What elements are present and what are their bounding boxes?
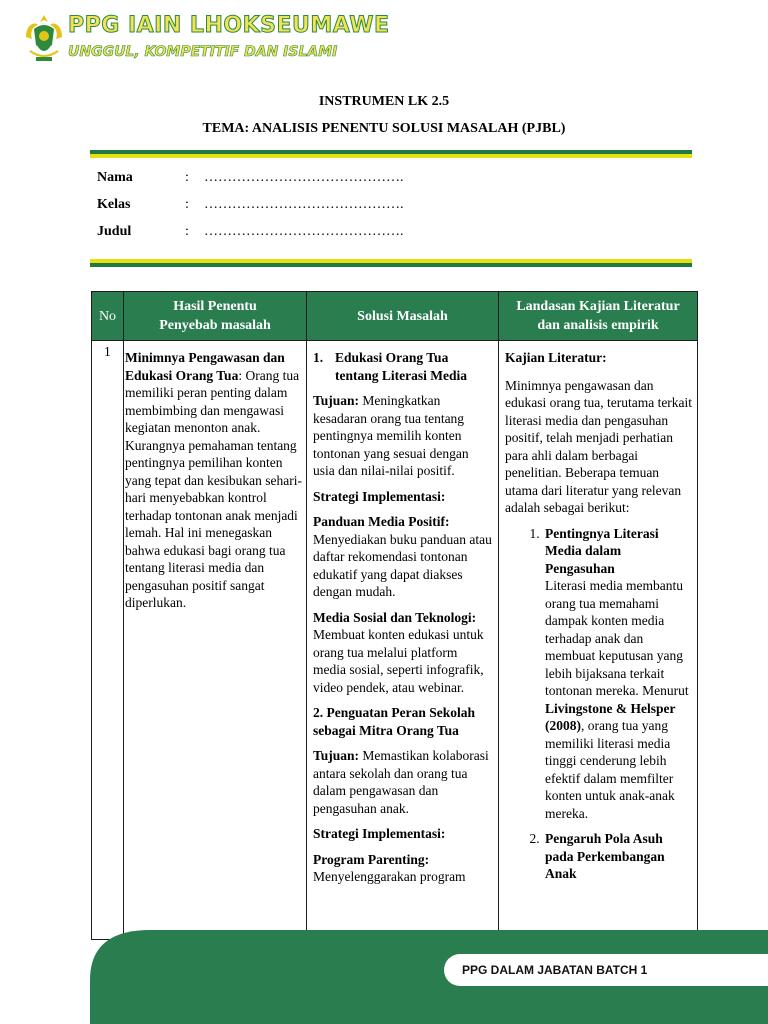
field-colon: : bbox=[185, 197, 189, 212]
field-label: Nama bbox=[97, 170, 133, 185]
solution-1-item2-text: Membuat konten edukasi untuk orang tua melalui platform media sosial, seperti infografik, video pendek, atau webinar. bbox=[313, 627, 484, 695]
field-colon: : bbox=[185, 170, 189, 185]
basis-intro: Minimnya pengawasan dan edukasi orang tua, terutama terkait literasi media dan pengasuhan positif, telah menjadi perhatian para ahli dalam berbagai penelitian. Beberapa temuan utama dari literatur yang relevan adalah sebagai berikut: bbox=[505, 377, 693, 515]
field-blank: ……………………………………. bbox=[204, 197, 404, 212]
cause-text: : Orang tua memiliki peran penting dalam membimbing dan mengawasi kegiatan menonton anak. Kurangnya pemahaman tentang pentingnya pemilihan konten yang tepat dan kesibukan sehari-hari menyebabkan kontrol terhadap tontonan anak menjadi lemah. Hal ini menegaskan bahwa edukasi bagi orang tua tentang literasi media dan pengasuhan positif sangat diperlukan. bbox=[125, 367, 302, 610]
solution-1-item1-title: Panduan Media Positif: bbox=[313, 514, 450, 529]
solution-cell bbox=[307, 341, 499, 940]
solution-1-title: Edukasi Orang Tua tentang Literasi Media bbox=[335, 350, 467, 383]
header-cause-line1: Hasil Penentu bbox=[173, 299, 257, 314]
page-header bbox=[20, 10, 390, 76]
header-basis-line1: Landasan Kajian Literatur bbox=[516, 299, 680, 314]
document-title: INSTRUMEN LK 2.5 bbox=[318, 94, 450, 109]
solution-1-strategy: Strategi Implementasi: bbox=[313, 488, 446, 504]
basis-cell bbox=[499, 341, 698, 940]
basis-item1-ref: Livingstone & Helsper (2008) bbox=[545, 700, 676, 733]
iain-logo-icon bbox=[22, 11, 66, 67]
solution-1-goal-label: Tujuan: bbox=[313, 393, 360, 408]
field-label: Kelas bbox=[97, 197, 131, 212]
solution-1-item1-text: Menyediakan buku panduan atau daftar rekomendasi tontonan edukatif yang dapat diakses dengan mudah. bbox=[313, 531, 492, 599]
header-solution: Solusi Masalah bbox=[307, 292, 499, 341]
divider-top bbox=[90, 150, 692, 158]
brand-name: PPG IAIN LHOKSEUMAWE bbox=[68, 13, 390, 38]
basis-item1-text-b: , orang tua yang memiliki literasi media tinggi cenderung lebih efektif dalam memfilter konten untuk anak-anak mereka. bbox=[545, 718, 675, 821]
solution-2-goal-label: Tujuan: bbox=[313, 748, 360, 763]
field-blank: ……………………………………. bbox=[204, 224, 404, 239]
basis-item1-title: Pentingnya Literasi Media dalam Pengasuhan bbox=[545, 525, 659, 576]
basis-heading: Kajian Literatur: bbox=[505, 350, 607, 365]
solution-2-item1-text: Menyelenggarakan program bbox=[313, 869, 466, 884]
header-basis bbox=[499, 292, 698, 341]
header-basis-line2: dan analisis empirik bbox=[537, 318, 659, 333]
field-label: Judul bbox=[97, 224, 132, 239]
header-cause bbox=[124, 292, 307, 341]
footer-label: PPG DALAM JABATAN BATCH 1 bbox=[462, 963, 648, 977]
list-item bbox=[543, 525, 693, 823]
table-row bbox=[92, 341, 698, 940]
row-number: 1 bbox=[92, 341, 124, 940]
cause-cell bbox=[124, 341, 307, 940]
solution-2-strategy: Strategi Implementasi: bbox=[313, 826, 446, 841]
solution-2-goal-text: Memastikan kolaborasi antara sekolah dan orang tua dalam pengawasan dan pengasuhan anak. bbox=[313, 748, 489, 816]
basis-item2-title: Pengaruh Pola Asuh pada Perkembangan Anak bbox=[545, 831, 665, 881]
cause-title: Minimnya Pengawasan dan Edukasi Orang Tua bbox=[125, 350, 285, 383]
header-no: No bbox=[92, 292, 124, 341]
list-item bbox=[543, 830, 693, 883]
field-blank: ……………………………………. bbox=[204, 170, 404, 185]
solution-1-item2-title: Media Sosial dan Teknologi: bbox=[313, 609, 477, 625]
solution-1-number: 1. bbox=[313, 350, 324, 365]
solution-1-goal-text: Meningkatkan kesadaran orang tua tentang pentingnya memilih konten tontonan yang sesuai dengan usia dan nilai-nilai positif. bbox=[313, 393, 469, 478]
field-colon: : bbox=[185, 224, 189, 239]
document-theme: TEMA: ANALISIS PENENTU SOLUSI MASALAH (PJBL) bbox=[202, 121, 566, 136]
table-header-row bbox=[92, 292, 698, 341]
basis-item1-text-a: Literasi media membantu orang tua memahami dampak konten media terhadap anak dan membuat keputusan yang lebih bijaksana terkait tontonan mereka. Menurut bbox=[545, 578, 689, 698]
analysis-table bbox=[91, 291, 698, 940]
divider-bottom bbox=[90, 259, 692, 267]
basis-list bbox=[505, 525, 693, 883]
solution-2-title: 2. Penguatan Peran Sekolah sebagai Mitra Orang Tua bbox=[313, 705, 476, 738]
brand-tagline: UNGGUL, KOMPETITIF DAN ISLAMI bbox=[68, 44, 338, 60]
solution-2-item1-title: Program Parenting: bbox=[313, 851, 430, 867]
header-cause-line2: Penyebab masalah bbox=[159, 318, 271, 333]
